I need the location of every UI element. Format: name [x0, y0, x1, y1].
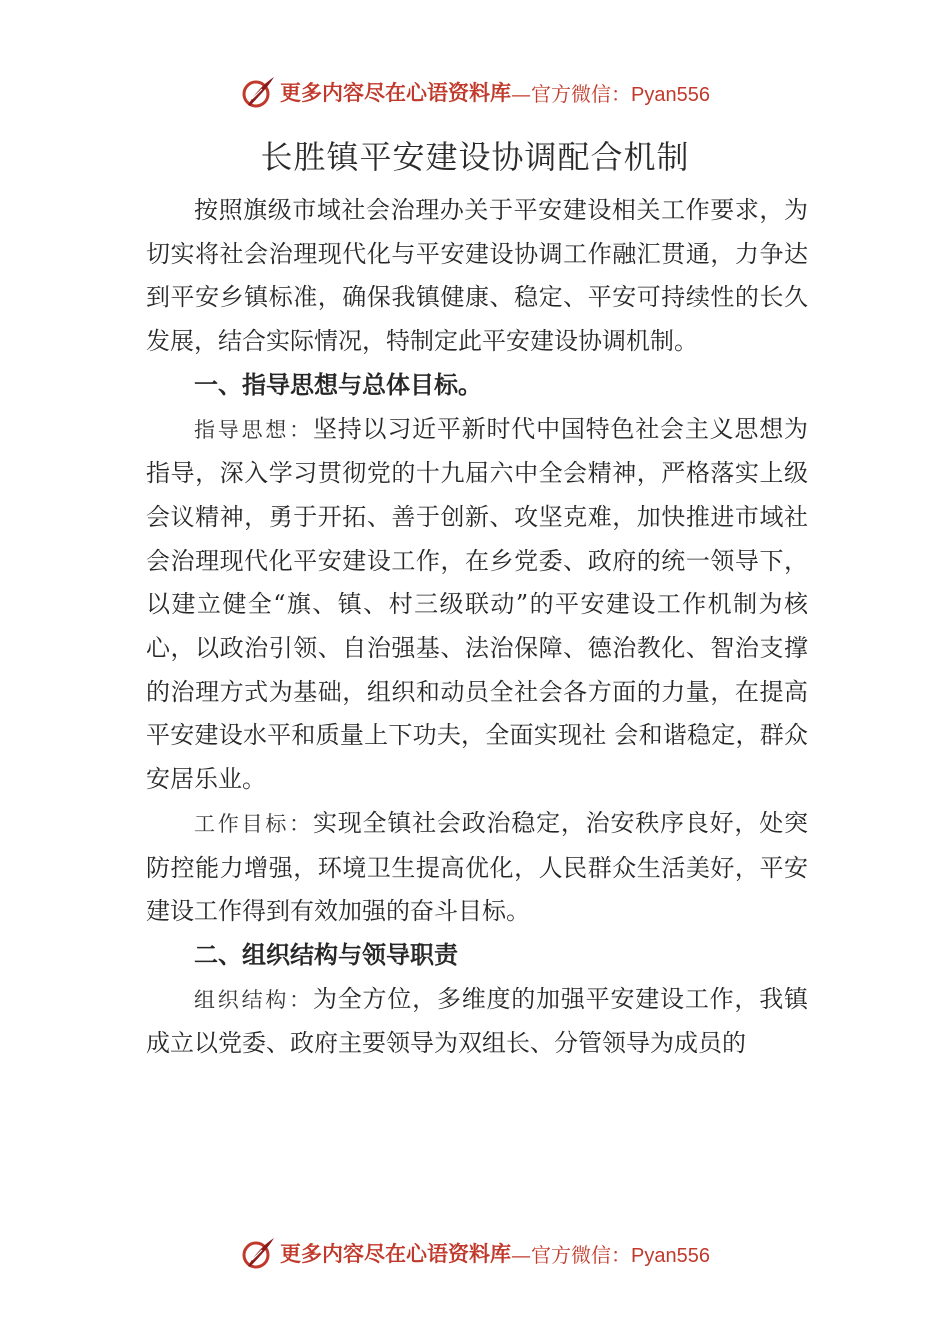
- body-paragraph: [146, 978, 808, 1066]
- paragraph-lead: 组织结构：: [194, 987, 313, 1012]
- quill-logo-icon: [240, 1236, 276, 1270]
- paragraph-text: 实现全镇社会政治稳定，治安秩序良好，处突防控能力增强，环境卫生提高优化，人民群众生活美好，平安建设工作得到有效加强的奋斗目标。: [146, 808, 809, 926]
- quill-logo-icon: [240, 75, 276, 109]
- header-banner: [0, 72, 950, 112]
- body-paragraph: [146, 802, 808, 934]
- body-paragraph: [146, 408, 808, 802]
- paragraph-text: 按照旗级市域社会治理办关于平安建设相关工作要求，为切实将社会治理现代化与平安建设协调工作融汇贯通，力争达到平安乡镇标准，确保我镇健康、稳定、平安可持续性的长久发展，结合实际情况，特制定此平安建设协调机制。: [146, 196, 808, 356]
- section-heading: [146, 934, 808, 978]
- body-paragraph: [146, 189, 808, 364]
- paragraph-lead: 工作目标：: [194, 811, 313, 836]
- section-heading: [146, 364, 808, 408]
- banner-brand: 更多内容尽在心语资料库: [280, 80, 512, 105]
- banner-wechat-id: Pyan556: [631, 83, 710, 106]
- paragraph-text: 一、指导思想与总体目标。: [194, 370, 482, 399]
- paragraph-text: 二、组织结构与领导职责: [194, 940, 458, 969]
- document-title: 长胜镇平安建设协调配合机制: [260, 138, 690, 176]
- paragraph-text: 为全方位，多维度的加强平安建设工作，我镇成立以党委、政府主要领导为双组长、分管领导为成员的: [146, 984, 809, 1058]
- banner-brand: 更多内容尽在心语资料库: [280, 1241, 512, 1266]
- banner-suffix: —官方微信：Pyan556: [511, 1242, 710, 1267]
- paragraph-lead: 指导思想：: [194, 417, 313, 442]
- paragraph-text: 坚持以习近平新时代中国特色社会主义思想为指导，深入学习贯彻党的十九届六中全会精神，严格落实上级会议精神，勇于开拓、善于创新、攻坚克难，加快推进市域社会治理现代化平安建设工作，在乡党委、政府的统一领导下，以建立健全“旗、镇、村三级联动”的平安建设工作机制为核心，以政治引领、自治强基、法治保障、德治教化、智治支撑的治理方式为基础，组织和动员全社会各方面的力量，在提高平安建设水平和质量上下功夫，全面实现社 会和谐稳定，群众安居乐业。: [146, 414, 809, 794]
- banner-wechat-id: Pyan556: [631, 1244, 710, 1267]
- document-body: [146, 189, 808, 1066]
- banner-suffix: —官方微信：Pyan556: [511, 81, 710, 106]
- footer-banner: [0, 1233, 950, 1273]
